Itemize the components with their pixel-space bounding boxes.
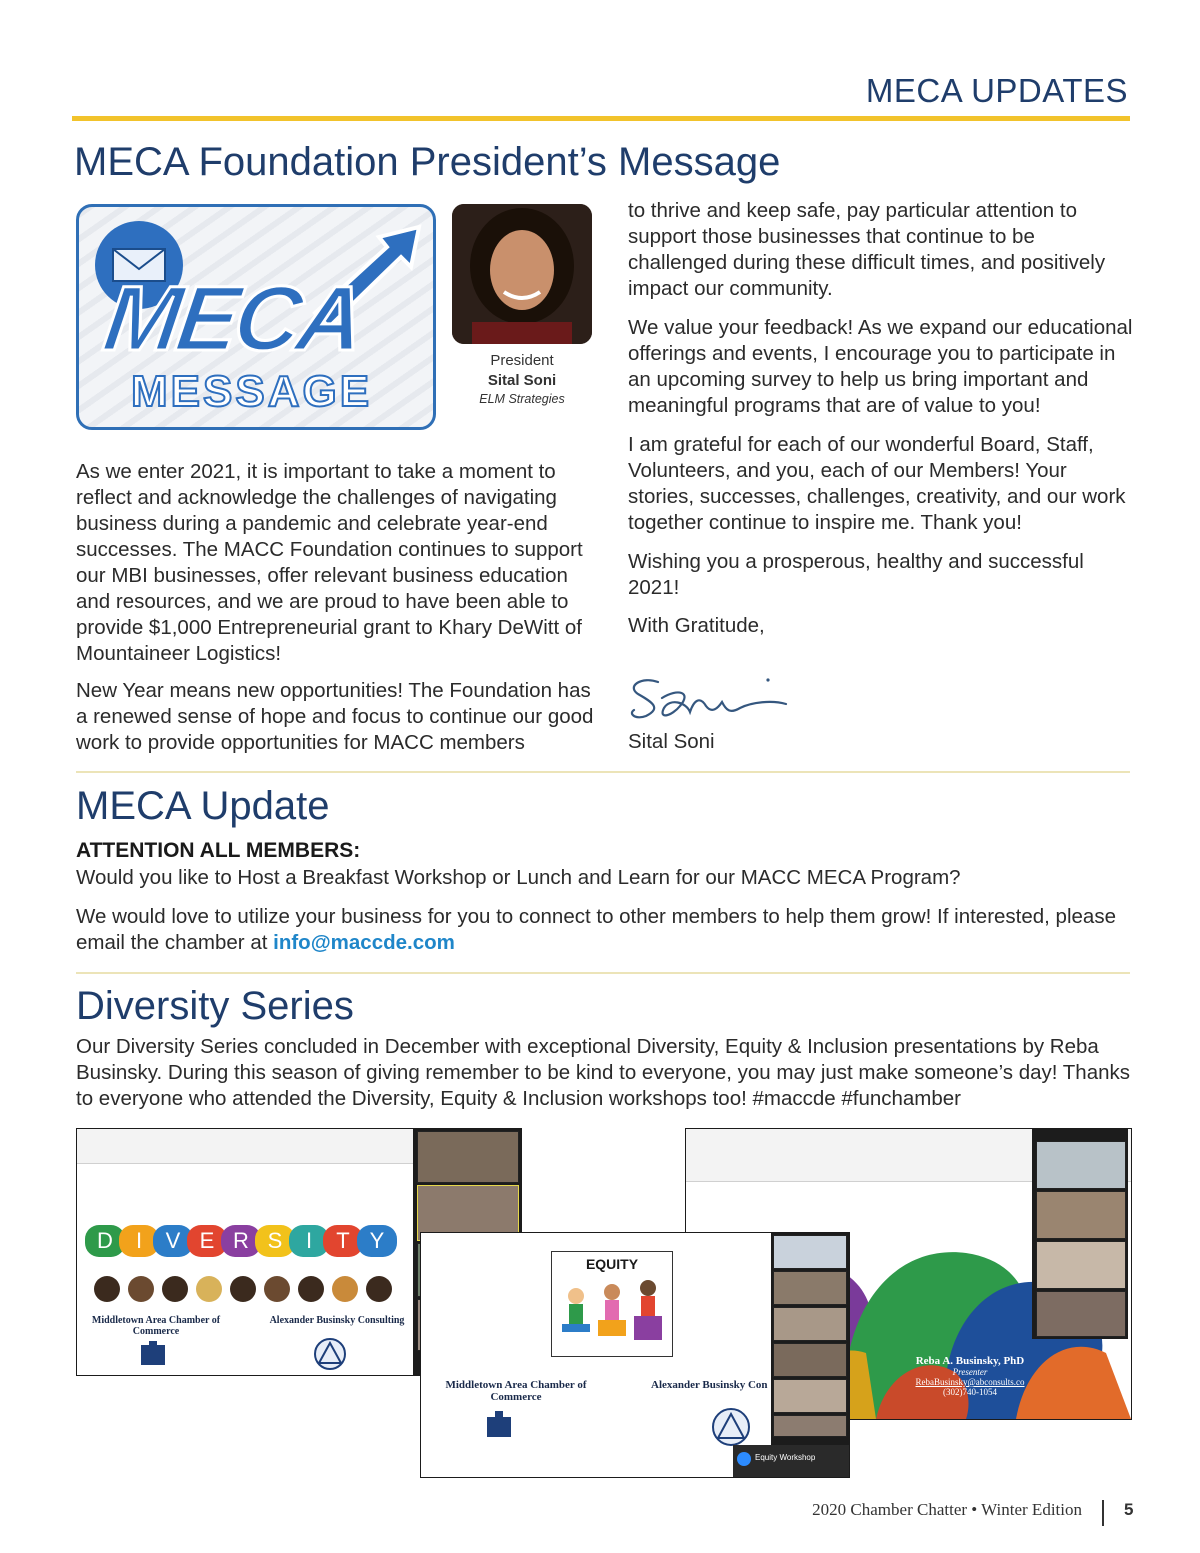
- participant-video-tile: [773, 1307, 847, 1341]
- presenter-role: Presenter: [952, 1367, 988, 1377]
- diversity-letter-bubble: I: [289, 1225, 329, 1257]
- participant-video-tile: [773, 1271, 847, 1305]
- children-on-books-icon: [552, 1272, 672, 1348]
- slide-left-org: Middletown Area Chamber of Commerce: [445, 1379, 587, 1403]
- right-paragraph: We value your feedback! As we expand our educational offerings and events, I encourage you to participate in an upcoming survey to help us bring important and meaningful programs that are of value to you!: [628, 316, 1133, 417]
- participant-video-tile: [1036, 1191, 1126, 1239]
- consulting-logo-icon: [711, 1407, 751, 1447]
- presenter-email: RebaBusinsky@abconsults.co: [915, 1377, 1025, 1387]
- right-paragraph: Wishing you a prosperous, healthy and successful 2021!: [628, 550, 1084, 599]
- diversity-letters: [85, 1225, 405, 1261]
- right-paragraph: to thrive and keep safe, pay particular attention to support those businesses that continue to be challenged during these difficult times, and positively impact our community.: [628, 199, 1106, 300]
- presenter-phone: (302)740-1054: [943, 1387, 997, 1397]
- right-column: [628, 198, 1133, 639]
- equity-zoom-screenshot: [420, 1232, 850, 1478]
- chamber-email-link[interactable]: info@maccde.com: [273, 931, 455, 954]
- logo-word-message: MESSAGE: [131, 367, 373, 416]
- footer-divider: [1102, 1500, 1104, 1526]
- presentation-ribbon: [77, 1129, 413, 1164]
- presenter-info: [900, 1355, 1040, 1397]
- diversity-letter-bubble: Y: [357, 1225, 397, 1257]
- right-paragraph: I am grateful for each of our wonderful Board, Staff, Volunteers, and you, each of our Members! Your stories, successes, challenges, creativity, and our work together continue to inspire me. Thank you!: [628, 433, 1126, 534]
- participant-panel: [1032, 1129, 1128, 1339]
- diversity-letter-bubble: D: [85, 1225, 125, 1257]
- diversity-letter-bubble: R: [221, 1225, 261, 1257]
- footer-publication: 2020 Chamber Chatter • Winter Edition: [812, 1500, 1082, 1519]
- slide-left-org: Middletown Area Chamber of Commerce: [91, 1315, 221, 1337]
- logo-word-meca: MECA: [97, 268, 368, 370]
- consulting-logo-icon: [313, 1337, 347, 1371]
- signature-name: Sital Soni: [628, 730, 715, 753]
- meca-update-question: Would you like to Host a Breakfast Workshop or Lunch and Learn for our MACC MECA Program?: [76, 866, 961, 889]
- meca-message-logo: [76, 204, 436, 430]
- photo-caption-name: Sital Soni: [487, 372, 557, 389]
- signature-icon: [622, 672, 792, 732]
- chamber-seal-icon: [483, 1411, 515, 1441]
- president-message-title: MECA Foundation President’s Message: [74, 140, 781, 184]
- participant-video-tile: [417, 1131, 519, 1183]
- photo-caption-company: ELM Strategies: [479, 392, 565, 406]
- header-divider: [72, 116, 1130, 121]
- participant-video-tile: [1036, 1141, 1126, 1189]
- meeting-info-bar: [733, 1445, 849, 1477]
- attention-heading: ATTENTION ALL MEMBERS:: [76, 839, 361, 862]
- diversity-letter-bubble: E: [187, 1225, 227, 1257]
- closing-line: With Gratitude,: [628, 614, 765, 637]
- participant-video-tile: [1036, 1291, 1126, 1337]
- meca-update-invite: [76, 904, 1130, 956]
- president-photo: [452, 204, 592, 344]
- zoom-camera-icon: [737, 1452, 751, 1466]
- section-label: MECA UPDATES: [865, 72, 1128, 109]
- diversity-letter-bubble: I: [119, 1225, 159, 1257]
- diversity-series-title: Diversity Series: [76, 984, 354, 1028]
- participant-video-tile: [773, 1235, 847, 1269]
- equity-slide-graphic: [551, 1251, 673, 1357]
- participant-video-tile: [773, 1415, 847, 1437]
- diversity-letter-bubble: T: [323, 1225, 363, 1257]
- section-divider: [76, 972, 1130, 974]
- diversity-letter-bubble: V: [153, 1225, 193, 1257]
- left-paragraph: As we enter 2021, it is important to take a moment to reflect and acknowledge the challenges of navigating business during a pandemic and celebrate year-end successes. The MACC Foundation continues to support our MBI businesses, offer relevant business education and resources, and we are proud to have been able to provide $1,000 Entrepreneurial grant to Khary DeWitt of Mountaineer Logistics!: [76, 460, 583, 665]
- meca-update-title: MECA Update: [76, 784, 330, 828]
- slide-right-org: Alexander Businsky Con: [651, 1379, 768, 1391]
- presenter-name: Reba A. Businsky, PhD: [915, 1355, 1025, 1367]
- left-paragraph: New Year means new opportunities! The Foundation has a renewed sense of hope and focus to continue our good work to provide opportunities for MACC members: [76, 679, 594, 754]
- section-divider: [76, 771, 1130, 773]
- participant-video-tile: [773, 1379, 847, 1413]
- diversity-letter-bubble: S: [255, 1225, 295, 1257]
- meca-update-invite-text: We would love to utilize your business for you to connect to other members to help them grow! If interested, please email the chamber at: [76, 905, 1116, 954]
- page-number: 5: [1124, 1500, 1134, 1519]
- equity-slide-title: EQUITY: [585, 1256, 639, 1272]
- left-column: [76, 459, 606, 756]
- photo-caption-role: President: [490, 352, 554, 369]
- participant-video-tile: [1036, 1241, 1126, 1289]
- diverse-faces-icon: [89, 1269, 399, 1309]
- meeting-label: Equity Workshop: [755, 1453, 816, 1462]
- slide-right-org: Alexander Businsky Consulting: [269, 1315, 405, 1326]
- participant-video-tile: [773, 1343, 847, 1377]
- chamber-seal-icon: [137, 1341, 169, 1369]
- diversity-paragraph: Our Diversity Series concluded in December with exceptional Diversity, Equity & Inclusion presentations by Reba Businsky. During this season of giving remember to be kind to everyone, you may just make someone’s day! Thanks to everyone who attended the Diversity, Equity & Inclusion workshops too! #maccde #funchamber: [76, 1035, 1130, 1110]
- participant-panel: [771, 1233, 849, 1477]
